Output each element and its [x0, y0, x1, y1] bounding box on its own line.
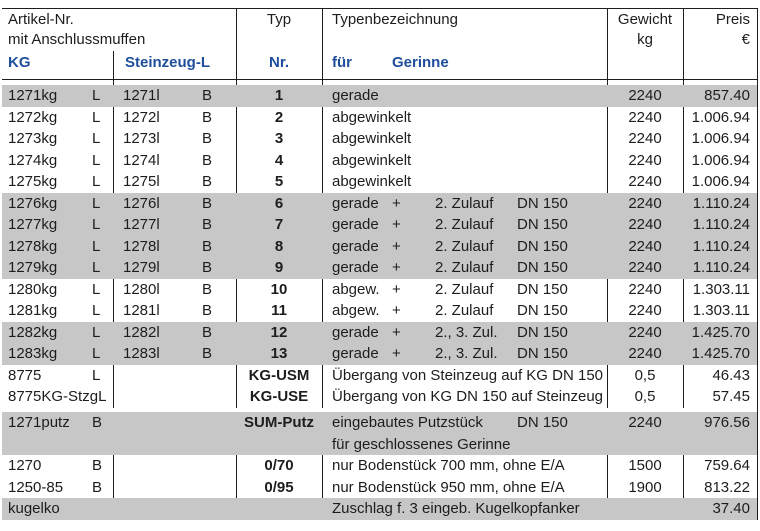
desc-plus-sign: +: [392, 237, 401, 255]
article-kg-cell: [2, 343, 113, 365]
article-kg-cell: [2, 386, 113, 408]
article-kg-cell: [2, 455, 113, 477]
desc-main: abgewinkelt: [332, 130, 412, 147]
table-row: [2, 343, 757, 365]
gewicht-cell: 0,5: [634, 388, 656, 405]
header-article-line2: mit Anschlussmuffen: [8, 31, 146, 48]
article-number-steinzeug: [123, 477, 202, 499]
typ-nr-cell: 4: [274, 151, 284, 169]
article-number-steinzeug: 1280l: [123, 280, 160, 298]
article-steinzeug-cell: [113, 128, 236, 150]
article-number-steinzeug: 1278l: [123, 237, 160, 255]
article-number-steinzeug: 1279l: [123, 259, 160, 276]
typenbezeichnung-cell: [322, 257, 607, 279]
article-number-steinzeug: 1273l: [123, 130, 160, 147]
typ-nr-cell: KG-USE: [249, 388, 309, 405]
kg-connector-letter: L: [92, 108, 101, 126]
header-preis-unit: €: [741, 31, 750, 48]
table-row: [2, 107, 757, 129]
kg-connector-letter: L: [92, 237, 101, 255]
typ-nr-cell: SUM-Putz: [244, 414, 314, 431]
typenbezeichnung-cell: [322, 171, 607, 193]
kg-connector-letter: L: [92, 323, 101, 341]
typ-nr-cell: 1: [274, 87, 284, 104]
article-number-kg: 8775: [8, 366, 42, 384]
desc-dn-size: DN 150: [517, 259, 568, 276]
preis-cell: 1.006.94: [691, 130, 750, 147]
kg-connector-letter: L: [92, 216, 101, 233]
kg-connector-letter: L: [92, 151, 101, 169]
desc-main: Übergang von Steinzeug auf KG DN 150: [332, 366, 604, 384]
typenbezeichnung-cell: [322, 236, 607, 258]
article-kg-cell: [2, 85, 113, 107]
desc-main: nur Bodenstück 950 mm, ohne E/A: [332, 478, 565, 496]
typ-nr-cell: 6: [274, 194, 284, 212]
desc-main: abgewinkelt: [332, 173, 412, 190]
desc-main: gerade: [332, 87, 379, 104]
typenbezeichnung-cell: [322, 343, 607, 365]
kg-connector-letter: B: [92, 414, 103, 431]
steinzeug-connector-letter: [202, 477, 214, 499]
table-row: [2, 365, 757, 387]
kg-connector-letter: [92, 498, 104, 520]
kg-connector-letter: L: [92, 280, 101, 298]
table-row: [2, 171, 757, 193]
desc-dn-size: DN 150: [517, 302, 568, 319]
gewicht-cell: 2240: [628, 130, 662, 147]
typenbezeichnung-cell: [322, 128, 607, 150]
typenbezeichnung-cell: [322, 85, 607, 107]
typenbezeichnung-cell: [322, 498, 607, 520]
article-number-kg: 1271kg: [8, 87, 58, 104]
table-right-border: [757, 8, 758, 520]
article-number-steinzeug: 1281l: [123, 302, 160, 319]
preis-cell: 46.43: [712, 366, 750, 384]
article-kg-cell: [2, 107, 113, 129]
article-kg-cell: [2, 300, 113, 322]
article-number-kg: 1276kg: [8, 194, 58, 212]
kg-connector-letter: L: [92, 366, 101, 384]
desc-main: nur Bodenstück 700 mm, ohne E/A: [332, 457, 565, 474]
desc-main: abgew.: [332, 302, 380, 319]
header-gewicht: Gewicht: [617, 11, 673, 28]
desc-dn-size: DN 150: [517, 194, 568, 212]
article-steinzeug-cell: [113, 85, 236, 107]
desc-inlet: 2., 3. Zul.: [435, 323, 498, 341]
gewicht-cell: 0,5: [634, 366, 656, 384]
article-number-steinzeug: [123, 455, 202, 477]
article-number-kg: kugelko: [8, 500, 60, 517]
subheader-nr: Nr.: [268, 54, 289, 71]
preis-cell: 1.425.70: [691, 323, 750, 341]
subheader-steinzeug: Steinzeug-L: [125, 54, 210, 71]
desc-main: abgew.: [332, 280, 380, 298]
article-kg-cell: [2, 214, 113, 236]
typenbezeichnung-cell: [322, 150, 607, 172]
steinzeug-connector-letter: [202, 412, 214, 455]
gewicht-cell: 2240: [628, 194, 662, 212]
desc-main: gerade: [332, 194, 379, 212]
steinzeug-connector-letter: B: [202, 345, 213, 362]
article-number-steinzeug: [123, 386, 202, 408]
article-number-kg: 1280kg: [8, 280, 58, 298]
typ-nr-cell: 5: [274, 173, 284, 190]
steinzeug-connector-letter: [202, 455, 214, 477]
typ-nr-cell: 13: [270, 345, 288, 362]
typ-nr-cell: 11: [271, 302, 287, 319]
article-number-steinzeug: 1272l: [123, 108, 160, 126]
desc-plus-sign: +: [392, 323, 401, 341]
typ-nr-cell: 3: [274, 130, 284, 147]
table-row: [2, 214, 757, 236]
desc-second-line: für geschlossenes Gerinne: [332, 435, 511, 453]
desc-inlet: 2., 3. Zul.: [435, 345, 498, 362]
typenbezeichnung-cell: [322, 455, 607, 477]
header-rule: [2, 79, 757, 80]
article-steinzeug-cell: [113, 150, 236, 172]
typ-nr-cell: 10: [270, 280, 288, 298]
table-row: [2, 85, 757, 107]
preis-cell: 1.006.94: [691, 151, 750, 169]
steinzeug-connector-letter: B: [202, 237, 213, 255]
steinzeug-connector-letter: B: [202, 259, 213, 276]
preis-cell: 976.56: [704, 414, 750, 431]
gewicht-cell: 2240: [628, 237, 662, 255]
steinzeug-connector-letter: B: [202, 194, 213, 212]
steinzeug-connector-letter: B: [202, 280, 213, 298]
desc-main: eingebautes Putzstück: [332, 414, 483, 431]
preis-cell: 1.110.24: [692, 237, 750, 255]
gewicht-cell: 2240: [628, 259, 662, 276]
desc-dn-size: DN 150: [517, 323, 568, 341]
preis-cell: 1.110.24: [692, 194, 750, 212]
gewicht-cell: 2240: [628, 345, 662, 362]
kg-connector-letter: L: [92, 345, 101, 362]
article-number-kg: 1275kg: [8, 173, 58, 190]
article-number-steinzeug: [123, 412, 202, 455]
preis-cell: 759.64: [704, 457, 750, 474]
gewicht-cell: 2240: [628, 108, 662, 126]
article-number-kg: 1282kg: [8, 323, 58, 341]
table-top-border: [2, 8, 757, 9]
table-row: [2, 455, 757, 477]
preis-cell: 1.006.94: [691, 173, 750, 190]
desc-main: Übergang von KG DN 150 auf Steinzeug: [332, 388, 604, 405]
article-number-steinzeug: [123, 365, 202, 387]
desc-main: gerade: [332, 216, 379, 233]
article-steinzeug-cell: [113, 365, 236, 387]
article-kg-cell: [2, 236, 113, 258]
desc-plus-sign: +: [392, 302, 401, 319]
article-steinzeug-cell: [113, 236, 236, 258]
article-kg-cell: [2, 498, 113, 520]
table-row: [2, 498, 757, 520]
table-row: [2, 322, 757, 344]
article-number-kg: 1250-85: [8, 478, 64, 496]
kg-connector-letter: L: [98, 388, 107, 405]
gewicht-cell: 2240: [628, 280, 662, 298]
typ-nr-cell: 2: [274, 108, 284, 126]
steinzeug-connector-letter: [202, 365, 214, 387]
typenbezeichnung-cell: [322, 477, 607, 499]
steinzeug-connector-letter: B: [202, 216, 213, 233]
preis-cell: 813.22: [704, 478, 750, 496]
article-steinzeug-cell: [113, 300, 236, 322]
gewicht-cell: 2240: [628, 216, 662, 233]
preis-cell: 1.110.24: [692, 259, 750, 276]
subheader-kg: KG: [8, 54, 31, 71]
desc-main: Zuschlag f. 3 eingeb. Kugelkopfanker: [332, 500, 580, 517]
article-kg-cell: [2, 150, 113, 172]
article-number-steinzeug: 1276l: [123, 194, 160, 212]
desc-dn-size: DN 150: [517, 345, 568, 362]
article-number-kg: 1283kg: [8, 345, 58, 362]
typenbezeichnung-cell: [322, 300, 607, 322]
desc-plus-sign: +: [392, 259, 401, 276]
gewicht-cell: 2240: [628, 302, 662, 319]
steinzeug-connector-letter: B: [202, 130, 213, 147]
preis-cell: 1.303.11: [692, 280, 750, 298]
kg-connector-letter: L: [92, 173, 101, 190]
gewicht-cell: 1900: [628, 478, 662, 496]
article-number-steinzeug: 1282l: [123, 323, 160, 341]
preis-cell: 1.006.94: [691, 108, 750, 126]
kg-connector-letter: L: [92, 259, 101, 276]
table-row: [2, 412, 757, 455]
kg-connector-letter: L: [92, 194, 101, 212]
gewicht-cell: 1500: [628, 457, 662, 474]
table-row: [2, 477, 757, 499]
gewicht-cell: 2240: [628, 414, 662, 431]
table-row: [2, 128, 757, 150]
kg-connector-letter: B: [92, 478, 103, 496]
desc-inlet: 2. Zulauf: [435, 259, 494, 276]
article-number-steinzeug: 1275l: [123, 173, 160, 190]
article-kg-cell: [2, 257, 113, 279]
typenbezeichnung-cell: [322, 279, 607, 301]
gewicht-cell: 2240: [628, 173, 662, 190]
article-kg-cell: [2, 412, 113, 455]
kg-connector-letter: L: [92, 130, 101, 147]
article-number-kg: 8775KG-Stzg: [8, 388, 99, 405]
desc-main: gerade: [332, 323, 379, 341]
kg-connector-letter: L: [92, 302, 101, 319]
gewicht-cell: [607, 498, 683, 520]
subheader-gerinne: Gerinne: [392, 54, 449, 71]
article-number-kg: 1281kg: [8, 302, 58, 319]
desc-dn-size: DN 150: [517, 237, 568, 255]
typenbezeichnung-cell: [322, 412, 607, 455]
table-row: [2, 193, 757, 215]
typ-nr-cell: 0/70: [264, 457, 294, 474]
article-kg-cell: [2, 322, 113, 344]
article-steinzeug-cell: [113, 214, 236, 236]
desc-inlet: 2. Zulauf: [435, 194, 494, 212]
article-steinzeug-cell: [113, 322, 236, 344]
typenbezeichnung-cell: [322, 365, 607, 387]
article-steinzeug-cell: [113, 193, 236, 215]
desc-dn-size: DN 150: [517, 216, 568, 233]
typ-nr-cell: 9: [274, 259, 284, 276]
steinzeug-connector-letter: [202, 498, 214, 520]
article-kg-cell: [2, 365, 113, 387]
preis-cell: 1.303.11: [692, 302, 750, 319]
article-kg-cell: [2, 193, 113, 215]
header-gewicht-unit: kg: [637, 31, 653, 48]
typenbezeichnung-cell: [322, 322, 607, 344]
preis-cell: 37.40: [712, 500, 750, 517]
desc-inlet: 2. Zulauf: [435, 216, 494, 233]
steinzeug-connector-letter: B: [202, 108, 213, 126]
desc-inlet: 2. Zulauf: [435, 280, 494, 298]
article-number-kg: 1272kg: [8, 108, 58, 126]
preis-cell: 57.45: [712, 388, 750, 405]
desc-plus-sign: +: [392, 216, 401, 233]
steinzeug-connector-letter: B: [202, 302, 213, 319]
article-kg-cell: [2, 128, 113, 150]
typ-nr-cell: 0/95: [264, 478, 294, 496]
desc-main: gerade: [332, 237, 379, 255]
table-row: [2, 279, 757, 301]
article-number-kg: 1279kg: [8, 259, 58, 276]
table-body: [2, 85, 757, 520]
typenbezeichnung-cell: [322, 193, 607, 215]
steinzeug-connector-letter: B: [202, 87, 213, 104]
article-number-kg: 1270: [8, 457, 42, 474]
article-number-steinzeug: 1274l: [123, 151, 160, 169]
desc-inlet: 2. Zulauf: [435, 302, 494, 319]
header-preis: Preis: [715, 11, 750, 28]
article-number-steinzeug: 1277l: [123, 216, 160, 233]
typenbezeichnung-cell: [322, 214, 607, 236]
desc-inlet: 2. Zulauf: [435, 237, 494, 255]
typ-nr-cell: 7: [274, 216, 284, 233]
article-number-kg: 1278kg: [8, 237, 58, 255]
table-row: [2, 386, 757, 408]
article-steinzeug-cell: [113, 412, 236, 455]
desc-main: abgewinkelt: [332, 151, 412, 169]
table-row: [2, 257, 757, 279]
desc-main: abgewinkelt: [332, 108, 412, 126]
steinzeug-connector-letter: B: [202, 323, 213, 341]
gewicht-cell: 2240: [628, 323, 662, 341]
header-typenbezeichnung: Typenbezeichnung: [332, 11, 458, 28]
preis-cell: 857.40: [704, 87, 750, 104]
gewicht-cell: 2240: [628, 151, 662, 169]
typenbezeichnung-cell: [322, 107, 607, 129]
desc-plus-sign: +: [392, 345, 401, 362]
article-steinzeug-cell: [113, 477, 236, 499]
article-number-steinzeug: 1283l: [123, 345, 160, 362]
article-number-kg: 1271putz: [8, 414, 70, 431]
article-kg-cell: [2, 477, 113, 499]
typ-nr-cell: KG-USM: [248, 366, 310, 384]
typenbezeichnung-cell: [322, 386, 607, 408]
preis-cell: 1.425.70: [691, 345, 750, 362]
typ-nr-cell: 8: [274, 237, 284, 255]
desc-main: gerade: [332, 259, 379, 276]
table-row: [2, 300, 757, 322]
typ-nr-cell: [236, 498, 322, 520]
article-number-kg: 1274kg: [8, 151, 58, 169]
gewicht-cell: 2240: [628, 87, 662, 104]
article-kg-cell: [2, 279, 113, 301]
subheader-fuer: für: [332, 54, 352, 71]
article-steinzeug-cell: [113, 257, 236, 279]
steinzeug-connector-letter: B: [202, 151, 213, 169]
steinzeug-connector-letter: B: [202, 173, 213, 190]
article-number-steinzeug: 1271l: [123, 87, 160, 104]
header-typ: Typ: [266, 11, 292, 28]
article-number-kg: 1273kg: [8, 130, 58, 147]
typ-nr-cell: 12: [270, 323, 288, 341]
header-article-line1: Artikel-Nr.: [8, 11, 74, 28]
desc-plus-sign: +: [392, 280, 401, 298]
steinzeug-connector-letter: [202, 386, 214, 408]
desc-plus-sign: +: [392, 194, 401, 212]
article-steinzeug-cell: [113, 343, 236, 365]
article-steinzeug-cell: [113, 455, 236, 477]
table-row: [2, 150, 757, 172]
article-kg-cell: [2, 171, 113, 193]
article-steinzeug-cell: [113, 386, 236, 408]
table-row: [2, 236, 757, 258]
kg-connector-letter: L: [92, 87, 101, 104]
desc-dn-size: DN 150: [517, 280, 568, 298]
article-number-kg: 1277kg: [8, 216, 58, 233]
article-steinzeug-cell: [113, 171, 236, 193]
article-steinzeug-cell: [113, 279, 236, 301]
kg-connector-letter: B: [92, 457, 103, 474]
desc-main: gerade: [332, 345, 379, 362]
article-number-steinzeug: [123, 498, 202, 520]
article-steinzeug-cell: [113, 498, 236, 520]
preis-cell: 1.110.24: [692, 216, 750, 233]
article-steinzeug-cell: [113, 107, 236, 129]
desc-dn-size: DN 150: [517, 414, 568, 431]
